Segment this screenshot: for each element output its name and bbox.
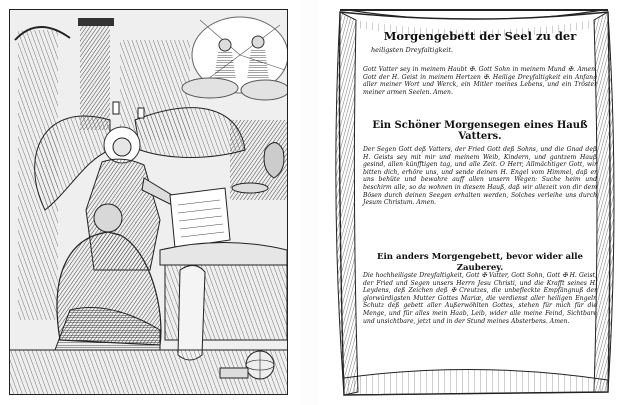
another-prayer-heading: Ein anders Morgengebett, bevor wider alle Zauberey.: [376, 252, 584, 273]
left-page: [0, 0, 300, 405]
prayer-trinity-text: Gott Vatter sey in meinem Haubt ✠. Gott Sohn in meinem Mund ✠. Amen. Gott der H. Geist in meinem Hertzen ✠. Heilige Dreyfaltigkeit ein Anfang aller meiner Wort und Werck, ein Mitler meines Lebens, und ein Tröster meiner armen Seelen. Amen.: [363, 66, 597, 96]
engraving-plate: [9, 9, 288, 395]
engraving-illustration: [10, 10, 287, 394]
morning-blessing-text: Der Segen Gott deß Vatters, der Fried Gott deß Sohns, und die Gnad deß H. Geists sey mit mir und meinem Weib, Kindern, und gantzem Hauß gesind, allen künfftigen tag, und alle Zeit. O Herr, Allmächtiger Gott, wir bitten dich, erhöre uns, und sende deinen H. Engel vom Himmel, daß er uns behüte und bewahre auff allen unsern Wegen: Suche heim und beschirm alle, so da wohnen in diesem Hauß, daß wir allezeit von dir dem Bösen durch deinen Seegen erhalten werden, Solches verleihe uns durch Jesum Christum. Amen.: [363, 146, 597, 207]
prayer-subtitle: heiligsten Dreyfaltigkeit.: [371, 46, 454, 54]
morning-blessing-heading: Ein Schöner Morgensegen eines Hauß Vatters.: [372, 120, 588, 142]
book-gutter: [300, 0, 318, 405]
column-center: [80, 20, 110, 130]
another-prayer-text: Die hochheiligste Dreyfaltigkeit, Gott ✠ Vatter, Gott Sohn, Gott ✠ H. Geist, der Fried und Segen unsers Herrn Jesu Christi, und die Krafft seines H. Leydens, deß Zeichen deß ✠ Creutzes, die unbefleckte Empfängnuß der glorwürdigsten Mutter Gottes Mariæ, die verdienst aller heiligen Engeln Schutz deß gebett aller Außerwöhlten Gottes, stehen für mich für die Menge, und für alles mein Haab, Leib, wider alle meine Feind, Sichtbare und unsichtbare, jetzt und in der Stund meines Absterbens. Amen.: [363, 272, 597, 325]
prayer-title: Morgengebett der Seel zu der: [383, 29, 577, 43]
